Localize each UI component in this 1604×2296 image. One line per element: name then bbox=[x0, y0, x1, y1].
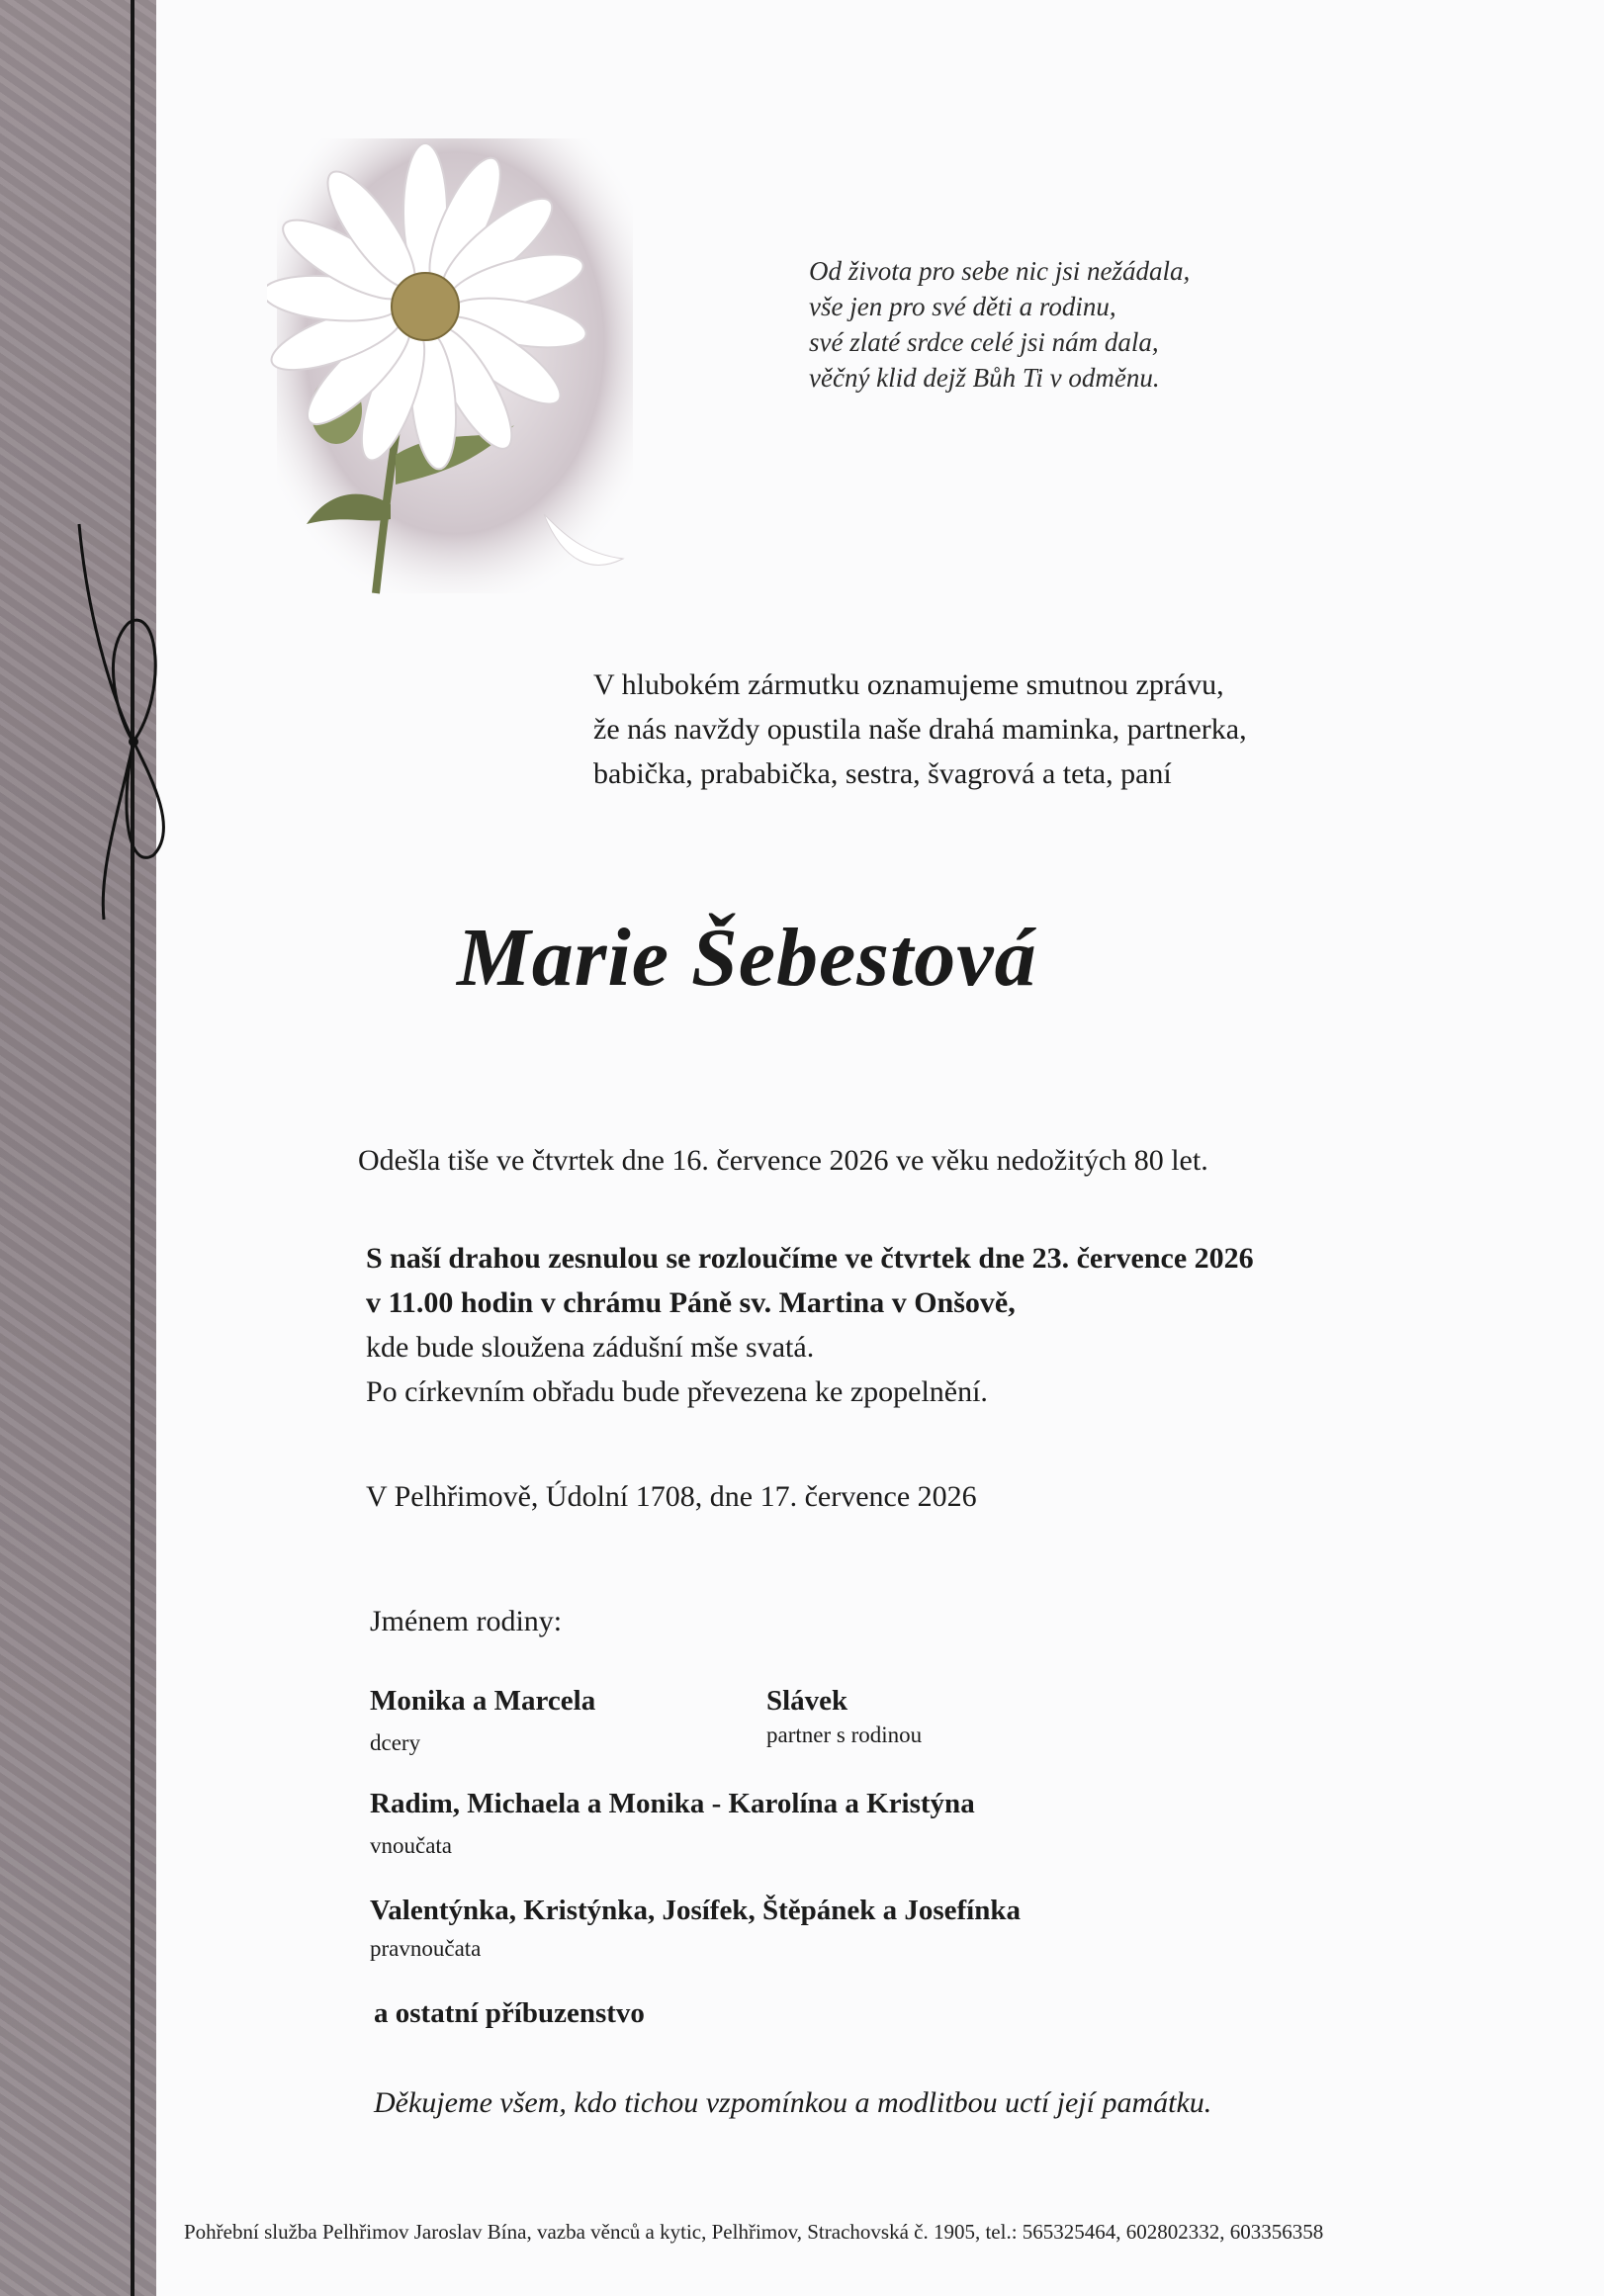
funeral-bold-line: S naší drahou zesnulou se rozloučíme ve čtvrtek dne 23. července 2026 bbox=[366, 1242, 1254, 1275]
thanks-line: Děkujeme všem, kdo tichou vzpomínkou a modlitbou uctí její památku. bbox=[374, 2086, 1212, 2119]
place-date: V Pelhřimově, Údolní 1708, dne 17. července 2026 bbox=[366, 1480, 977, 1513]
family-role: pravnoučata bbox=[370, 1936, 482, 1961]
family-name: Slávek bbox=[766, 1685, 848, 1717]
funeral-line: kde bude sloužena zádušní mše svatá. bbox=[366, 1331, 815, 1364]
funeral-service-footer: Pohřební služba Pelhřimov Jaroslav Bína, vazba věnců a kytic, Pelhřimov, Strachovská č. 1905, tel.: 565325464, 602802332, 603356358 bbox=[184, 2220, 1324, 2244]
family-name: a ostatní příbuzenstvo bbox=[374, 1997, 645, 2029]
family-role: dcery bbox=[370, 1730, 421, 1755]
on-behalf-label: Jménem rodiny: bbox=[370, 1605, 563, 1637]
family-role: partner s rodinou bbox=[766, 1722, 923, 1747]
family-name: Radim, Michaela a Monika - Karolína a Kristýna bbox=[370, 1788, 975, 1819]
poem-line: vše jen pro své děti a rodinu, bbox=[809, 292, 1116, 321]
poem-line: své zlaté srdce celé jsi nám dala, bbox=[809, 327, 1159, 357]
intro-line: že nás navždy opustila naše drahá maminka, partnerka, bbox=[593, 713, 1247, 746]
announcement-intro bbox=[593, 662, 1247, 796]
cord-bow-icon bbox=[59, 514, 208, 929]
death-notice: Odešla tiše ve čtvrtek dne 16. července 2026 ve věku nedožitých 80 let. bbox=[358, 1144, 1208, 1177]
memorial-poem bbox=[809, 253, 1190, 396]
funeral-bold-line: v 11.00 hodin v chrámu Páně sv. Martina v Onšově, bbox=[366, 1286, 1016, 1319]
daisy-flower-icon bbox=[267, 129, 643, 603]
family-role: vnoučata bbox=[370, 1833, 453, 1858]
family-name: Valentýnka, Kristýnka, Josífek, Štěpánek a Josefínka bbox=[370, 1895, 1021, 1926]
sidebar-divider-line bbox=[131, 0, 134, 2296]
family-name: Monika a Marcela bbox=[370, 1685, 596, 1717]
intro-line: V hlubokém zármutku oznamujeme smutnou zprávu, bbox=[593, 668, 1224, 701]
funeral-line: Po církevním obřadu bude převezena ke zpopelnění. bbox=[366, 1375, 988, 1408]
funeral-details bbox=[366, 1236, 1254, 1414]
poem-line: věčný klid dejž Bůh Ti v odměnu. bbox=[809, 363, 1160, 393]
deceased-name: Marie Šebestová bbox=[457, 912, 1037, 1004]
intro-line: babička, prababička, sestra, švagrová a teta, paní bbox=[593, 757, 1172, 790]
poem-line: Od života pro sebe nic jsi nežádala, bbox=[809, 256, 1191, 286]
